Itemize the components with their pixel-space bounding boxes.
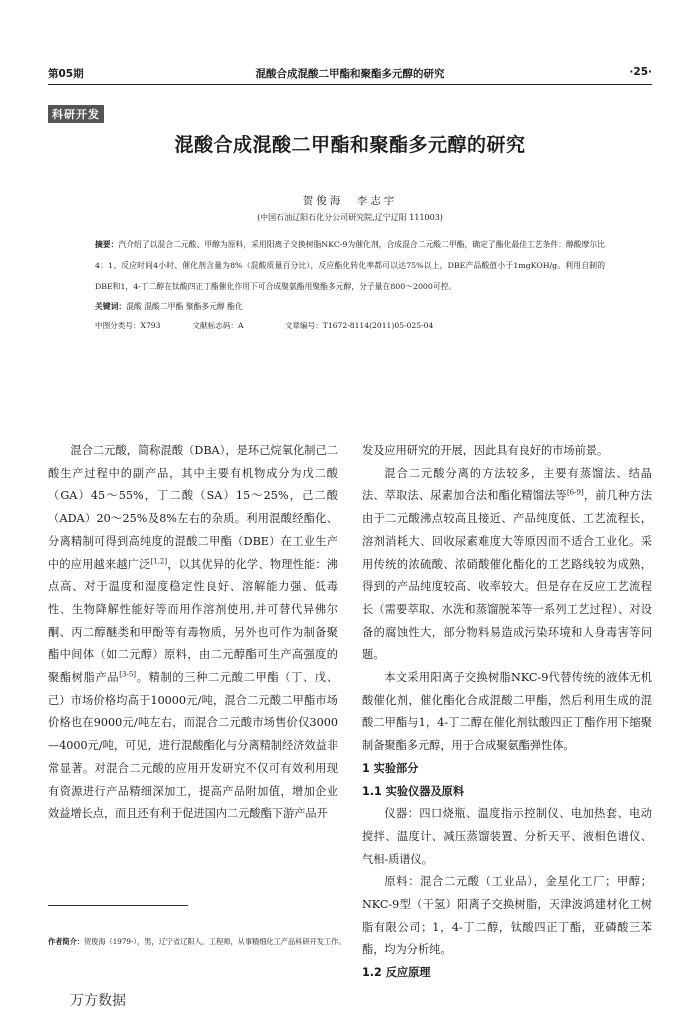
header-rule — [48, 84, 652, 85]
citation: [6-9] — [566, 488, 584, 497]
paragraph: 混合二元酸分离的方法较多，主要有蒸馏法、结晶法、萃取法、尿素加合法和酯化精馏法等[6-9]，前几种方法由于二元酸沸点较高且接近、产品纯度低、工艺流程长，溶剂消耗大、回收尿素难度大等原因而不适合工业化。采用传统的浓硫酸、浓硝酸催化酯化的工艺路线较为成熟，得到的产品纯度较高、收率较大。但是存在反应工艺流程长（需要萃取、水洗和蒸馏脱苯等一系列工艺过程）、对设备的腐蚀性大，部分物料易造成污染环境和人身毒害等问题。 — [362, 466, 652, 662]
intro-paragraph: 混合二元酸，简称混酸（DBA），是环己烷氧化制己二酸生产过程中的副产品，其中主要有机物成分为戊二酸（GA）45～55%，丁二酸（SA）15～25%，己二酸（ADA）20～25%及8%左右的杂质。利用混酸经酯化、分离精制可得到高纯度的混酸二甲酯（DBE）在工业生产中的应用越来越广泛[1,2]，以其优异的化学、物理性能：沸点高、对于温度和湿度稳定性良好、溶解能力强、低毒性、生物降解性能好等而用作溶剂使用,并可替代异佛尔酮、丙二醇醚类和甲酚等有毒物质，另外也可作为制备聚酯中间体（如二元醇）原料，由二元醇酯可生产高强度的聚酯树脂产品[3-5]。精制的三种二元酸二甲酯（丁、戊、己）市场价格均高于10000元/吨，混合二元酸二甲酯市场价格也在9000元/吨左右，而混合二元酸市场售价仅3000—4000元/吨，可见，进行混酸酯化与分离精制经济效益非常显著。对混合二元酸的应用开发研究不仅可有效利用现有资源进行产品精细深加工，提高产品附加值，增加企业效益增长点，而且还有利于促进国内二元酸酯下游产品开 — [48, 444, 338, 821]
keywords-text: 混酸 混酸二甲酯 聚酯多元醇 酯化 — [126, 302, 243, 311]
running-header — [48, 66, 652, 84]
author-footnote — [48, 936, 348, 948]
affiliation: (中国石油辽阳石化分公司研究院,辽宁辽阳 111003) — [257, 213, 443, 222]
classification-line — [95, 320, 605, 331]
authors: 贺俊海 李志宇 — [302, 195, 398, 207]
keywords-label: 关键词： — [95, 302, 127, 311]
doc-code: 文献标志码：A — [192, 321, 244, 330]
article-number: 文章编号：T1672-8114(2011)05-025-04 — [284, 321, 434, 330]
footnote-rule — [48, 905, 188, 906]
abstract-text: 汽介绍了以混合二元酸、甲醇为原料，采用阳离子交换树脂NKC-9为催化剂，合成混合二元酸二甲酯，确定了酯化最佳工艺条件：醇酸摩尔比4：1、反应时间4小时、催化剂含量为8%（混酸质量百分比），反应酯化转化率都可以达75%以上，DBE产品酸值小于1mgKOH/g。利用自制的DBE和1，4-丁二醇在钛酸四正丁酯催化作用下可合成聚氨酯用聚酯多元醇，分子量在800～2000可控。 — [95, 240, 605, 291]
footnote-text: 贺俊海（1979-），男，辽宁省辽阳人，工程师，从事精细化工产品科研开发工作。 — [83, 937, 346, 946]
section-heading: 1 实验部分 — [362, 761, 419, 775]
abstract — [95, 234, 605, 297]
running-title: 混酸合成混酸二甲酯和聚酯多元醇的研究 — [255, 68, 445, 80]
paper-title: 混酸合成混酸二甲酯和聚酯多元醇的研究 — [174, 134, 526, 156]
footnote-label: 作者简介： — [48, 937, 84, 946]
paragraph: 原料：混合二元酸（工业品），金星化工厂；甲醇；NKC-9型（干氢）阳离子交换树脂，天津波鸿建材化工树脂有限公司；1，4-丁二醇，钛酸四正丁酯，亚磷酸三苯酯，均为分析纯。 — [362, 875, 652, 957]
page-number: ·25· — [629, 66, 652, 78]
paragraph: 仪器：四口烧瓶、温度指示控制仪、电加热套、电动搅拌、温度计、减压蒸馏装置、分析天平、液相色谱仪、气相-质谱仪。 — [362, 807, 652, 866]
paragraph: 发及应用研究的开展，因此具有良好的市场前景。 — [362, 444, 609, 457]
keywords — [95, 301, 243, 312]
subsection-heading: 1.1 实验仪器及原料 — [362, 784, 465, 798]
paragraph: 本文采用阳离子交换树脂NKC-9代替传统的液体无机酸催化剂，催化酯化合成混酸二甲酯，然后利用生成的混酸二甲酯与1，4-丁二醇在催化剂钛酸四正丁酯作用下缩聚制备聚酯多元醇，用于合成聚氨酯弹性体。 — [362, 671, 652, 753]
citation: [1,2] — [150, 556, 168, 565]
abstract-label: 摘要： — [95, 240, 119, 249]
section-tag: 科研开发 — [48, 105, 104, 123]
issue-number: 第05期 — [48, 68, 84, 80]
watermark: 万方数据 — [70, 993, 126, 1009]
subsection-heading: 1.2 反应原理 — [362, 966, 431, 980]
clc-number: 中图分类号：X793 — [95, 321, 161, 330]
right-column — [362, 440, 652, 985]
left-column — [48, 440, 338, 826]
citation: [3-5] — [119, 670, 137, 679]
